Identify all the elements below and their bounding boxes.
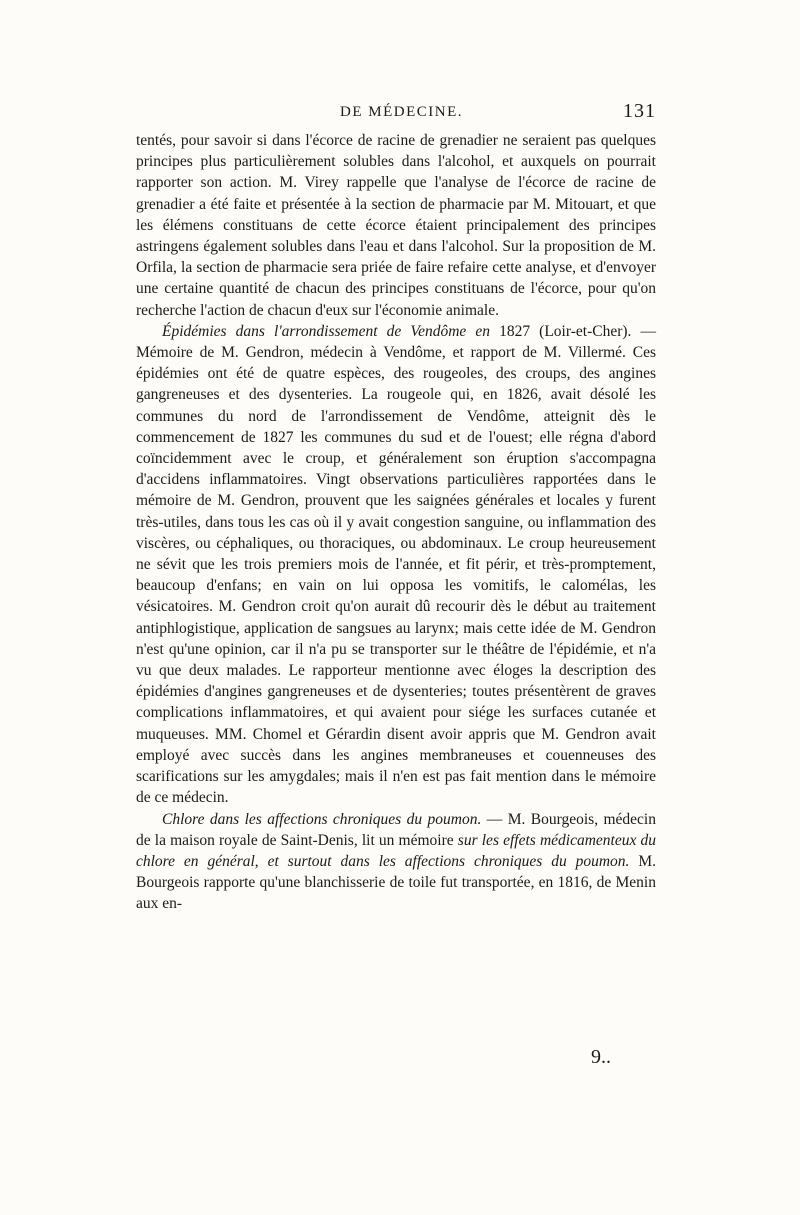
body-text (136, 130, 656, 915)
signature-mark: 9.. (591, 1046, 611, 1068)
italic-text-run: sur les effets médicamenteux du chlore en général, et surtout dans les affections chroniques du poumon. (136, 831, 656, 870)
page-number: 131 (623, 100, 656, 122)
text-run: — M. Bourgeois, médecin de la maison royale de Saint-Denis, lit un mémoire (136, 810, 656, 849)
text-run: tentés, pour savoir si dans l'écorce de racine de grenadier ne seraient pas quelques principes plus particulièrement solubles dans l'alcohol, et auxquels on pourrait rapporter son action. M. Virey rappelle que l'analyse de l'écorce de racine de grenadier a été faite et présentée à la section de pharmacie par M. Mitouart, et que les élémens constituans de cette écorce étaient principalement des principes astringens également solubles dans l'eau et dans l'alcohol. Sur la proposition de M. Orfila, la section de pharmacie sera priée de faire refaire cette analyse, et d'envoyer une certaine quantité de chacun des principes constituans de l'écorce, pour qu'on recherche l'action de chacun d'eux sur l'économie animale. (136, 132, 656, 319)
text-run: 1827 (Loir-et-Cher). — Mémoire de M. Gendron, médecin à Vendôme, et rapport de M. Villermé. Ces épidémies ont été de quatre espèces, des rougeoles, des croups, des angines gangreneuses et des dysenteries. La rougeole qui, en 1826, avait désolé les communes du nord de l'arrondissement de Vendôme, atteignit dès le commencement de 1827 les communes du sud et de l'ouest; elle régna d'abord coïncidemment avec le croup, et généralement son éruption s'accompagna d'accidens inflammatoires. Vingt observations particulières rapportées dans le mémoire de M. Gendron, prouvent que les saignées générales et locales y furent très-utiles, dans tous les cas où il y avait congestion sanguine, ou inflammation des viscères, ou céphaliques, ou thoraciques, ou abdominaux. Le croup heureusement ne sévit que les trois premiers mois de l'année, et fit périr, et très-promptement, beaucoup d'enfans; en vain on lui opposa les vomitifs, le calomélas, les vésicatoires. M. Gendron croit qu'on aurait dû recourir dès le début au traitement antiphlogistique, application de sangsues au larynx; mais cette idée de M. Gendron n'est qu'une opinion, car il n'a pu se transporter sur le théâtre de l'épidémie, et n'a vu que deux malades. Le rapporteur mentionne avec éloges la description des épidémies d'angines gangreneuses et de dysenteries; toutes présentèrent de graves complications inflammatoires, et qui avaient pour siége les surfaces cutanée et muqueuses. MM. Chomel et Gérardin disent avoir appris que M. Gendron avait employé avec succès dans les angines membraneuses et couenneuses des scarifications sur les amygdales; mais il n'en est pas fait mention dans le mémoire de ce médecin. (136, 322, 656, 807)
italic-text-run: Épidémies dans l'arrondissement de Vendôme en (162, 322, 490, 340)
paragraph (136, 321, 656, 809)
text-run: M. Bourgeois rapporte qu'une blanchisserie de toile fut transportée, en 1816, de Menin aux en- (136, 852, 656, 913)
paragraph (136, 130, 656, 321)
page-header (136, 100, 656, 128)
running-title: DE MÉDECINE. (340, 104, 463, 120)
italic-text-run: Chlore dans les affections chroniques du poumon. (162, 810, 482, 828)
paragraph (136, 809, 656, 915)
